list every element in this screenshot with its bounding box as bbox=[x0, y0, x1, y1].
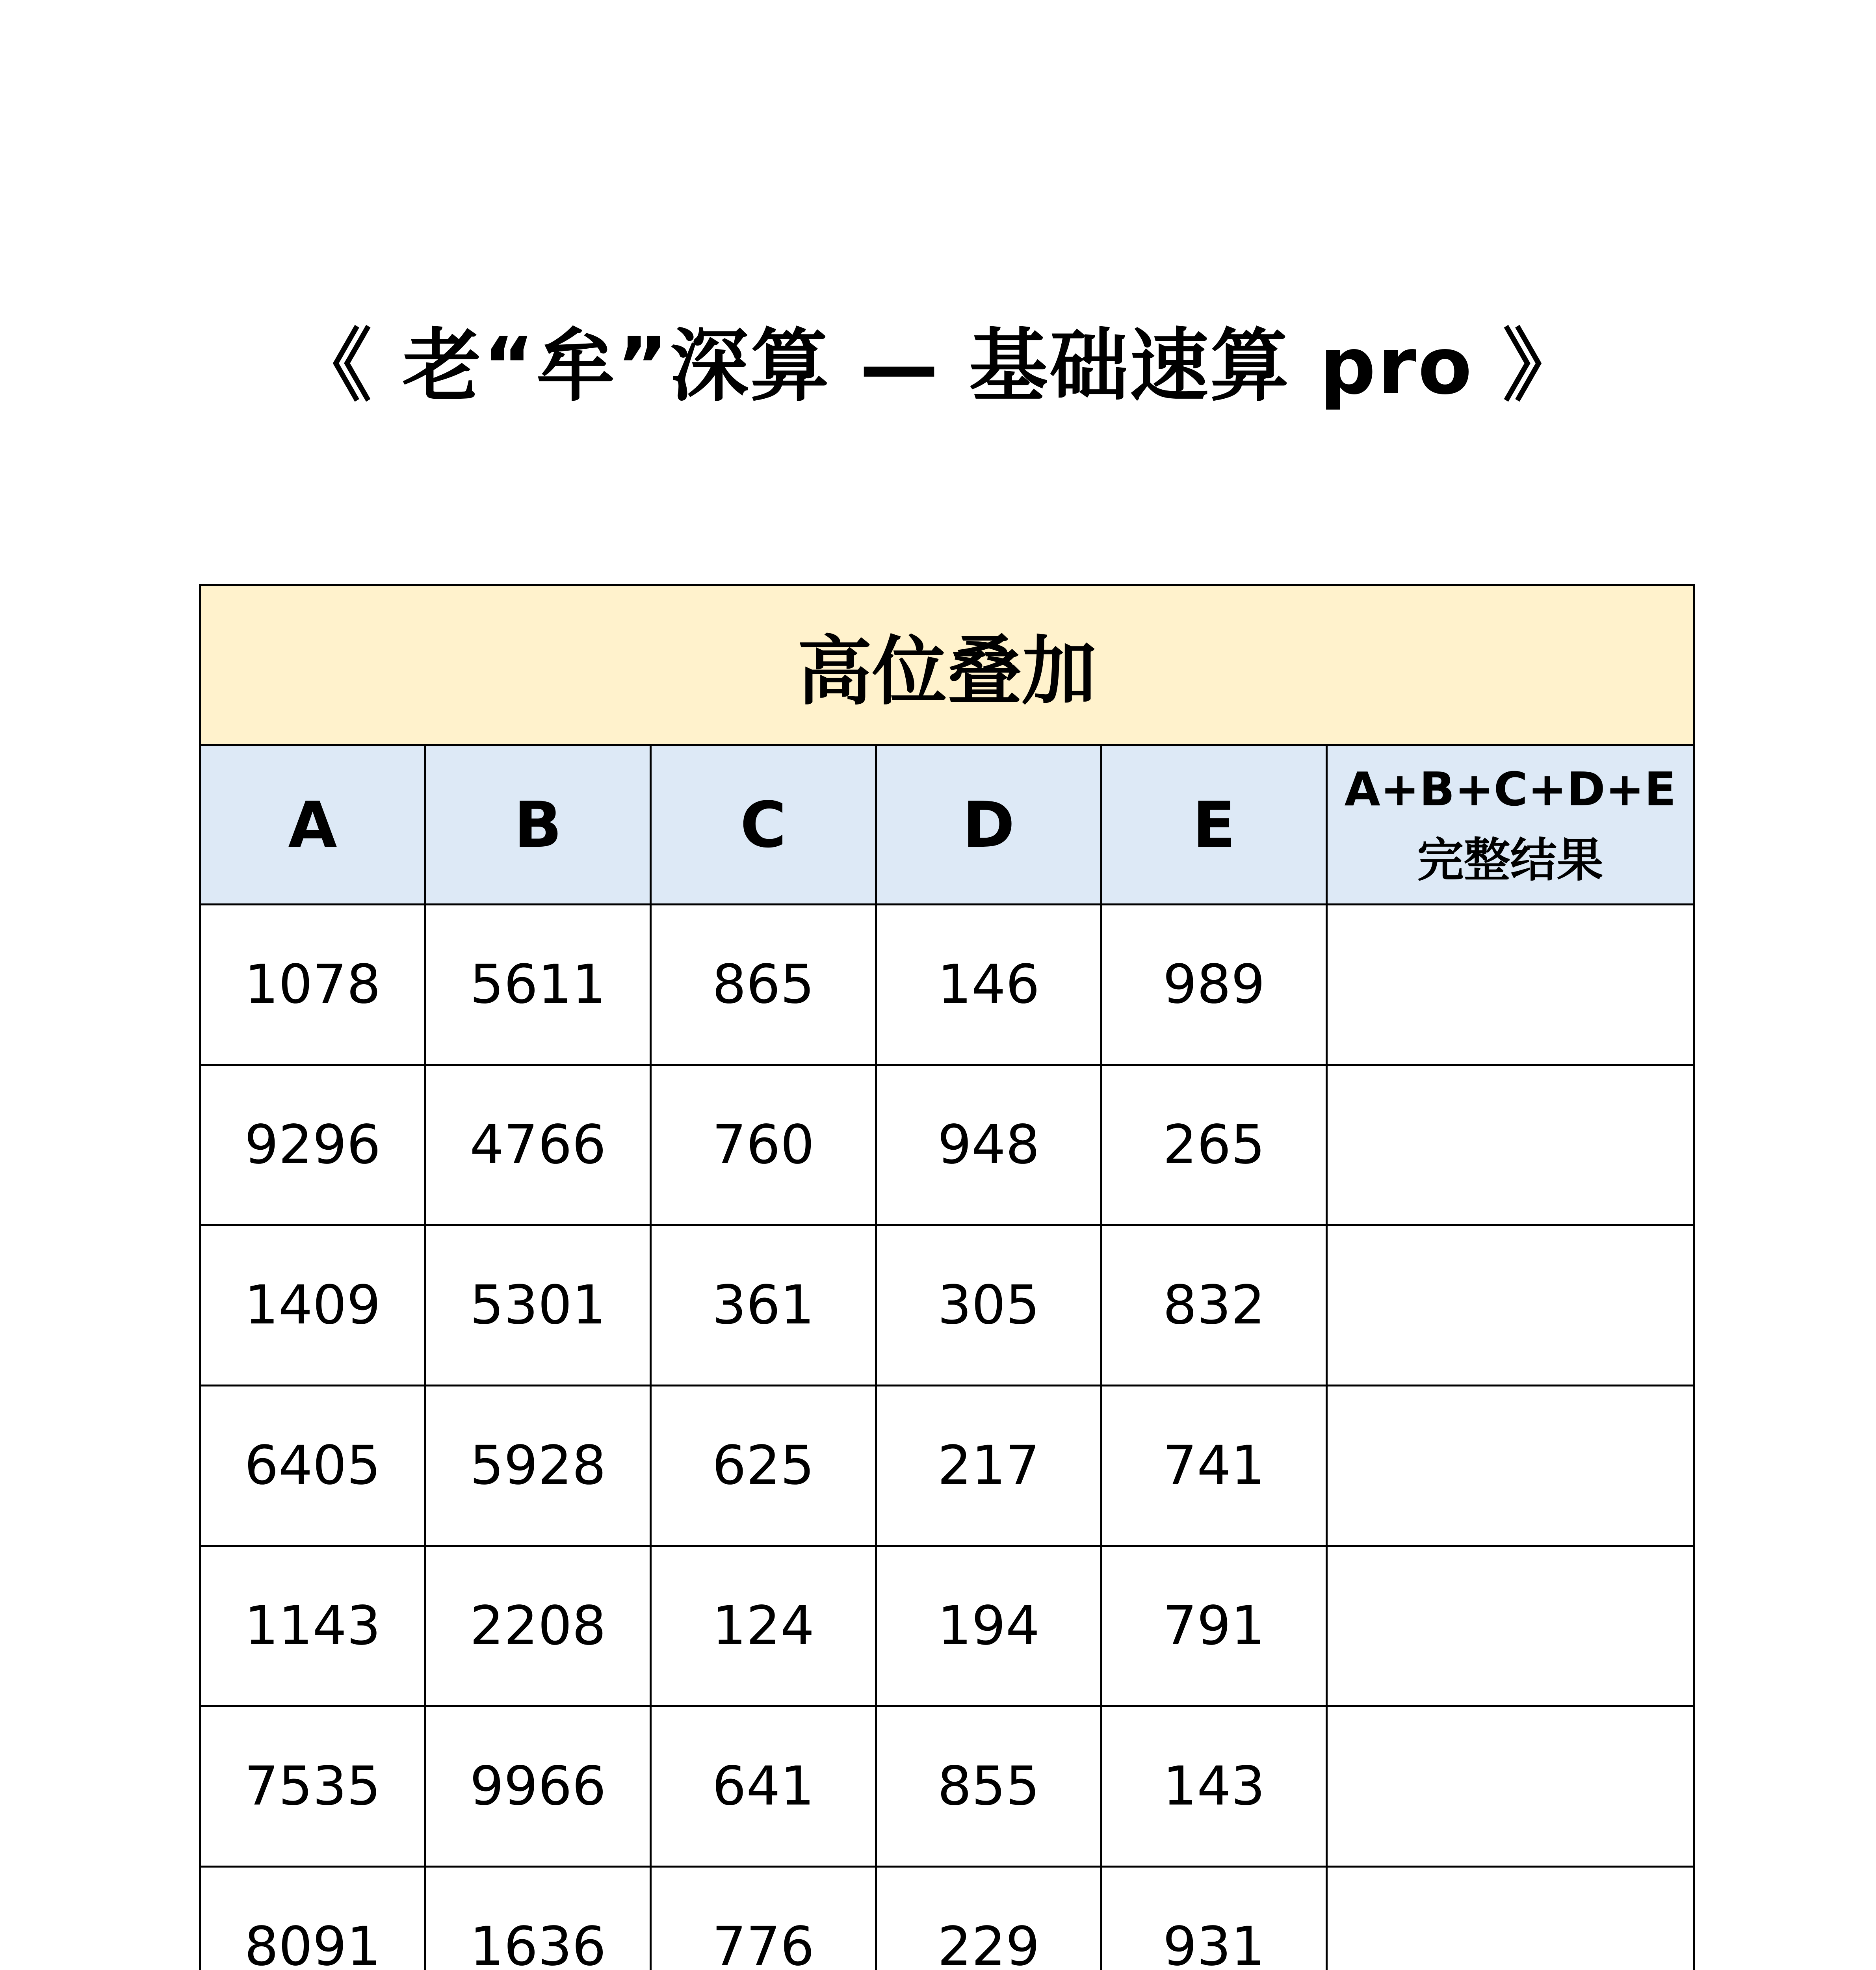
number-cell-d: 948 bbox=[876, 1065, 1101, 1225]
column-header-b: B bbox=[425, 745, 651, 905]
column-header-row bbox=[200, 745, 1694, 905]
number-cell-a: 1143 bbox=[200, 1546, 425, 1706]
number-cell-e: 989 bbox=[1101, 905, 1327, 1065]
result-header-formula: A+B+C+D+E bbox=[1344, 762, 1676, 816]
number-cell-e: 143 bbox=[1101, 1706, 1327, 1867]
number-cell-c: 361 bbox=[651, 1225, 876, 1386]
number-cell-e: 791 bbox=[1101, 1546, 1327, 1706]
number-cell-b: 5301 bbox=[425, 1225, 651, 1386]
number-cell-b: 9966 bbox=[425, 1706, 651, 1867]
number-cell-a: 8091 bbox=[200, 1867, 425, 1970]
table-row bbox=[200, 1386, 1694, 1546]
number-cell-d: 217 bbox=[876, 1386, 1101, 1546]
column-header-d: D bbox=[876, 745, 1101, 905]
problem-rows bbox=[200, 905, 1694, 1970]
number-cell-d: 305 bbox=[876, 1225, 1101, 1386]
number-cell-b: 5928 bbox=[425, 1386, 651, 1546]
worksheet-table bbox=[199, 584, 1695, 1970]
number-cell-a: 9296 bbox=[200, 1065, 425, 1225]
result-header-label: 完整结果 bbox=[1417, 833, 1603, 887]
number-cell-d: 194 bbox=[876, 1546, 1101, 1706]
number-cell-c: 124 bbox=[651, 1546, 876, 1706]
column-header-e: E bbox=[1101, 745, 1327, 905]
number-cell-e: 741 bbox=[1101, 1386, 1327, 1546]
number-cell-c: 641 bbox=[651, 1706, 876, 1867]
number-cell-a: 6405 bbox=[200, 1386, 425, 1546]
table-row bbox=[200, 905, 1694, 1065]
answer-cell[interactable] bbox=[1327, 1386, 1694, 1546]
number-cell-c: 776 bbox=[651, 1867, 876, 1970]
table-row bbox=[200, 1706, 1694, 1867]
number-cell-c: 865 bbox=[651, 905, 876, 1065]
number-cell-d: 855 bbox=[876, 1706, 1101, 1867]
column-header-result bbox=[1327, 745, 1694, 905]
number-cell-b: 4766 bbox=[425, 1065, 651, 1225]
answer-cell[interactable] bbox=[1327, 1706, 1694, 1867]
number-cell-c: 625 bbox=[651, 1386, 876, 1546]
answer-cell[interactable] bbox=[1327, 1546, 1694, 1706]
section-header-row bbox=[200, 585, 1694, 745]
answer-cell[interactable] bbox=[1327, 1225, 1694, 1386]
number-cell-d: 146 bbox=[876, 905, 1101, 1065]
table-row bbox=[200, 1867, 1694, 1970]
number-cell-b: 2208 bbox=[425, 1546, 651, 1706]
number-cell-b: 1636 bbox=[425, 1867, 651, 1970]
answer-cell[interactable] bbox=[1327, 1065, 1694, 1225]
section-title: 高位叠加 bbox=[200, 585, 1694, 745]
column-header-c: C bbox=[651, 745, 876, 905]
table-row bbox=[200, 1225, 1694, 1386]
number-cell-c: 760 bbox=[651, 1065, 876, 1225]
number-cell-d: 229 bbox=[876, 1867, 1101, 1970]
number-cell-a: 1409 bbox=[200, 1225, 425, 1386]
number-cell-a: 1078 bbox=[200, 905, 425, 1065]
number-cell-e: 931 bbox=[1101, 1867, 1327, 1970]
number-cell-a: 7535 bbox=[200, 1706, 425, 1867]
answer-cell[interactable] bbox=[1327, 1867, 1694, 1970]
table-row bbox=[200, 1065, 1694, 1225]
table-row bbox=[200, 1546, 1694, 1706]
column-header-a: A bbox=[200, 745, 425, 905]
number-cell-b: 5611 bbox=[425, 905, 651, 1065]
page-title: 《 老“牟”深算 — 基础速算 pro 》 bbox=[293, 320, 1583, 412]
number-cell-e: 265 bbox=[1101, 1065, 1327, 1225]
answer-cell[interactable] bbox=[1327, 905, 1694, 1065]
number-cell-e: 832 bbox=[1101, 1225, 1327, 1386]
